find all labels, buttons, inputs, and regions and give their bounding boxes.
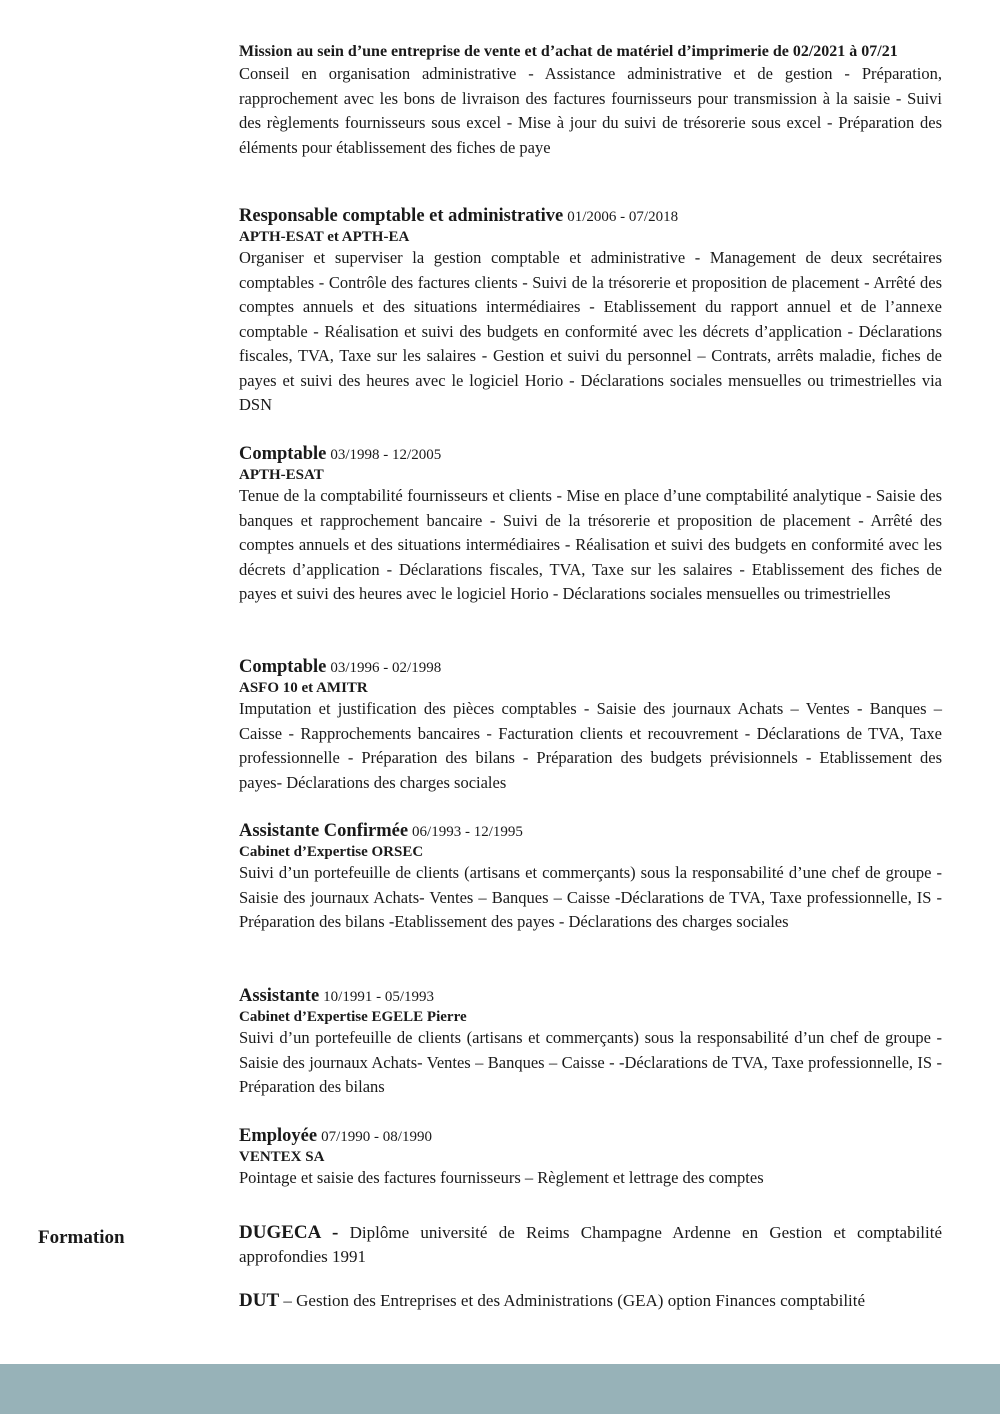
job-heading [239,820,942,843]
education-degree: DUT [239,1290,280,1311]
job-dates: 01/2006 - 07/2018 [567,209,679,225]
section-label-formation: Formation [38,1227,125,1248]
job-company: VENTEX SA [239,1149,325,1165]
job-company: APTH-ESAT et APTH-EA [239,229,410,245]
job-entry [239,985,942,1100]
job-company: Cabinet d’Expertise EGELE Pierre [239,1009,467,1025]
job-title: Employée [239,1126,318,1146]
job-heading [239,985,942,1008]
education-item [239,1289,942,1313]
job-description: Tenue de la comptabilité fournisseurs et clients - Mise en place d’une comptabilité analytique - Saisie des banques et rapprochement bancaire - Suivi de la trésorerie et proposition de placement - Arrêté des comptes annuels et des situations intermédiaires - Réalisation et suivi des budgets en conformité avec les décrets d’application - Déclarations fiscales, TVA, Taxe sur les salaires - Etablissement des fiches de payes et suivi des heures avec le logiciel Horio - Déclarations sociales mensuelles ou trimestrielles [239,486,942,603]
job-entry [239,656,942,795]
job-description: Suivi d’un portefeuille de clients (artisans et commerçants) sous la responsabilité d’une chef de groupe - Saisie des journaux Achats- Ventes – Banques – Caisse -Déclarations de TVA, Taxe professionnelle, IS - Préparation des bilans -Etablissement des payes - Déclarations des charges sociales [239,863,942,931]
job-entry [239,1125,942,1191]
job-heading [239,1125,942,1148]
education-item [239,1221,942,1269]
education-entry [239,1221,942,1269]
education-degree: DUGECA - [239,1222,339,1243]
job-company: ASFO 10 et AMITR [239,680,368,696]
job-heading [239,205,942,228]
job-description: Organiser et superviser la gestion comptable et administrative - Management de deux secrétaires comptables - Contrôle des factures clients - Suivi de la trésorerie et proposition de placement - Arrêté des comptes annuels et des situations intermédiaires - Etablissement du rapport annuel et de l’annexe comptable - Réalisation et suivi des budgets en conformité avec les décrets d’application - Déclarations fiscales, TVA, Taxe sur les salaires - Gestion et suivi du personnel – Contrats, arrêts maladie, fiches de payes et suivi des heures avec le logiciel Horio - Déclarations sociales mensuelles ou trimestrielles via DSN [239,248,942,414]
job-dates: 03/1998 - 12/2005 [330,447,442,463]
job-entry [239,205,942,418]
job-title: Responsable comptable et administrative [239,206,564,226]
job-description: Pointage et saisie des factures fournisseurs – Règlement et lettrage des comptes [239,1168,764,1187]
job-title: Assistante Confirmée [239,821,409,841]
job-dates: 06/1993 - 12/1995 [412,824,523,840]
education-entry [239,1289,942,1313]
job-title: Assistante [239,986,320,1006]
job-title: Comptable [239,657,327,677]
mission-block [239,41,942,160]
job-heading [239,443,942,466]
job-entry [239,443,942,607]
mission-description: Conseil en organisation administrative - Assistance administrative et de gestion - Préparation, rapprochement avec les bons de livraison des factures fournisseurs pour transmission à la saisie - Suivi des règlements fournisseurs sous excel - Mise à jour du suivi de trésorerie sous excel - Préparation des éléments pour établissement des fiches de paye [239,64,942,157]
job-description: Suivi d’un portefeuille de clients (artisans et commerçants) sous la responsabilité d’un chef de groupe - Saisie des journaux Achats- Ventes – Banques – Caisse - -Déclarations de TVA, Taxe professionnelle, IS - Préparation des bilans [239,1028,942,1096]
job-heading [239,656,942,679]
job-description: Imputation et justification des pièces comptables - Saisie des journaux Achats – Ventes - Banques – Caisse - Rapprochements bancaires - Facturation clients et recouvrement - Déclarations de TVA, Taxe professionnelle - Préparation des bilans - Préparation des budgets prévisionnels - Etablissement des payes- Déclarations des charges sociales [239,699,942,792]
job-dates: 03/1996 - 02/1998 [330,660,442,676]
education-description: Diplôme université de Reims Champagne Ardenne en Gestion et comptabilité approfondies 1991 [239,1223,943,1266]
footer-band [0,1364,1000,1414]
job-dates: 10/1991 - 05/1993 [323,989,435,1005]
job-title: Comptable [239,444,327,464]
job-dates: 07/1990 - 08/1990 [321,1129,432,1145]
job-entry [239,820,942,935]
education-description: – Gestion des Entreprises et des Administrations (GEA) option Finances comptabilité [283,1291,866,1310]
job-company: Cabinet d’Expertise ORSEC [239,844,424,860]
mission-title: Mission au sein d’une entreprise de vente et d’achat de matériel d’imprimerie de 02/2021 à 07/21 [239,43,898,60]
job-company: APTH-ESAT [239,467,324,483]
